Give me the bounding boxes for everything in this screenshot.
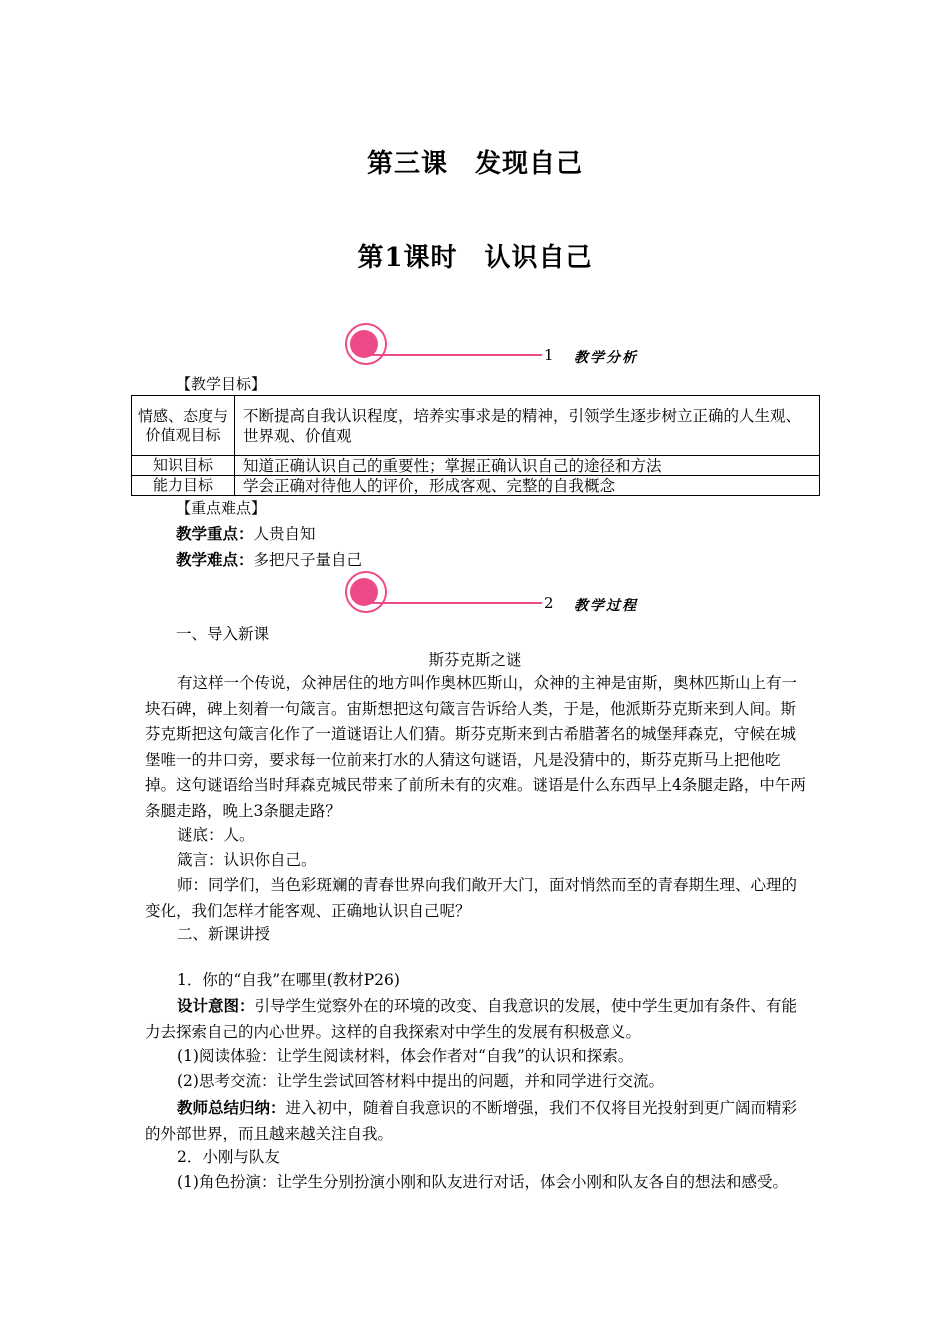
story-paragraph: 有这样一个传说，众神居住的地方叫作奥林匹斯山，众神的主神是宙斯，奥林匹斯山上有一块石碑，碑上刻着一句箴言。宙斯想把这句箴言告诉给人类，于是，他派斯芬克斯来到人间。斯芬克斯把这句箴言化作了一道谜语让人们猜。斯芬克斯来到古希腊著名的城堡拜森克，守候在城堡唯一的井口旁，要求每一位前来打水的人猜这句谜语，凡是没猜中的，斯芬克斯马上把他吃掉。这句谜语给当时拜森克城民带来了前所未有的灾难。谜语是什么东西早上4条腿走路，中午两条腿走路，晚上3条腿走路？ <box>145 674 806 820</box>
item2-title: 2．小刚与队友 <box>177 1148 280 1166</box>
goal-name: 知识目标 <box>132 456 235 476</box>
table-row <box>132 476 820 496</box>
key-point <box>176 522 316 544</box>
section-label: 教学过程 <box>574 598 638 614</box>
design-intent <box>145 993 810 1045</box>
new-lesson-heading: 二、新课讲授 <box>177 925 271 943</box>
section-number: 2 <box>544 594 554 612</box>
goals-table <box>131 395 820 496</box>
lesson-title: 第三课 发现自己 <box>366 149 583 179</box>
goal-name: 能力目标 <box>132 476 235 496</box>
difficult-text: 多把尺子量自己 <box>253 551 363 569</box>
key-point-text: 人贵自知 <box>253 525 316 543</box>
summary-label: 教师总结归纳： <box>177 1098 286 1117</box>
goal-name: 情感、态度与价值观目标 <box>132 396 235 456</box>
key-point-label: 教学重点： <box>176 524 254 543</box>
design-label: 设计意图： <box>177 996 255 1015</box>
table-row <box>132 396 820 456</box>
item1-title: 1．你的“自我”在哪里(教材P26) <box>177 971 400 989</box>
goals-heading: 【教学目标】 <box>176 375 267 393</box>
section-label: 教学分析 <box>574 350 638 366</box>
goal-content: 学会正确对待他人的评价，形成客观、完整的自我概念 <box>235 476 820 496</box>
role-play: (1)角色扮演：让学生分别扮演小刚和队友进行对话，体会小刚和队友各自的想法和感受。 <box>177 1173 788 1191</box>
table-row <box>132 456 820 476</box>
period-title: 第1课时 认识自己 <box>357 243 593 273</box>
summary-text: 进入初中，随着自我意识的不断增强，我们不仅将目光投射到更广阔而精彩的外部世界，而且越来越关注自我。 <box>145 1099 798 1143</box>
difficult-point <box>176 548 362 570</box>
key-heading: 【重点难点】 <box>176 499 267 517</box>
teacher-summary <box>145 1095 810 1147</box>
intro-heading: 一、导入新课 <box>176 625 270 643</box>
difficult-label: 教学难点： <box>176 550 254 569</box>
riddle-answer: 谜底：人。 <box>177 826 255 844</box>
motto: 箴言：认识你自己。 <box>177 851 317 869</box>
design-text: 引导学生觉察外在的环境的改变、自我意识的发展，使中学生更加有条件、有能力去探索自己的内心世界。这样的自我探索对中学生的发展有积极意义。 <box>145 997 798 1041</box>
step-discussion: (2)思考交流：让学生尝试回答材料中提出的问题，并和同学进行交流。 <box>177 1072 664 1090</box>
goal-content: 知道正确认识自己的重要性；掌握正确认识自己的途径和方法 <box>235 456 820 476</box>
story-title: 斯芬克斯之谜 <box>428 651 522 669</box>
section-number: 1 <box>544 346 554 364</box>
goal-content: 不断提高自我认识程度，培养实事求是的精神，引领学生逐步树立正确的人生观、世界观、价值观 <box>235 396 820 456</box>
teacher-question: 师：同学们，当色彩斑斓的青春世界向我们敞开大门，面对悄然而至的青春期生理、心理的变化，我们怎样才能客观、正确地认识自己呢？ <box>145 876 798 920</box>
step-reading: (1)阅读体验：让学生阅读材料，体会作者对“自我”的认识和探索。 <box>177 1047 634 1065</box>
